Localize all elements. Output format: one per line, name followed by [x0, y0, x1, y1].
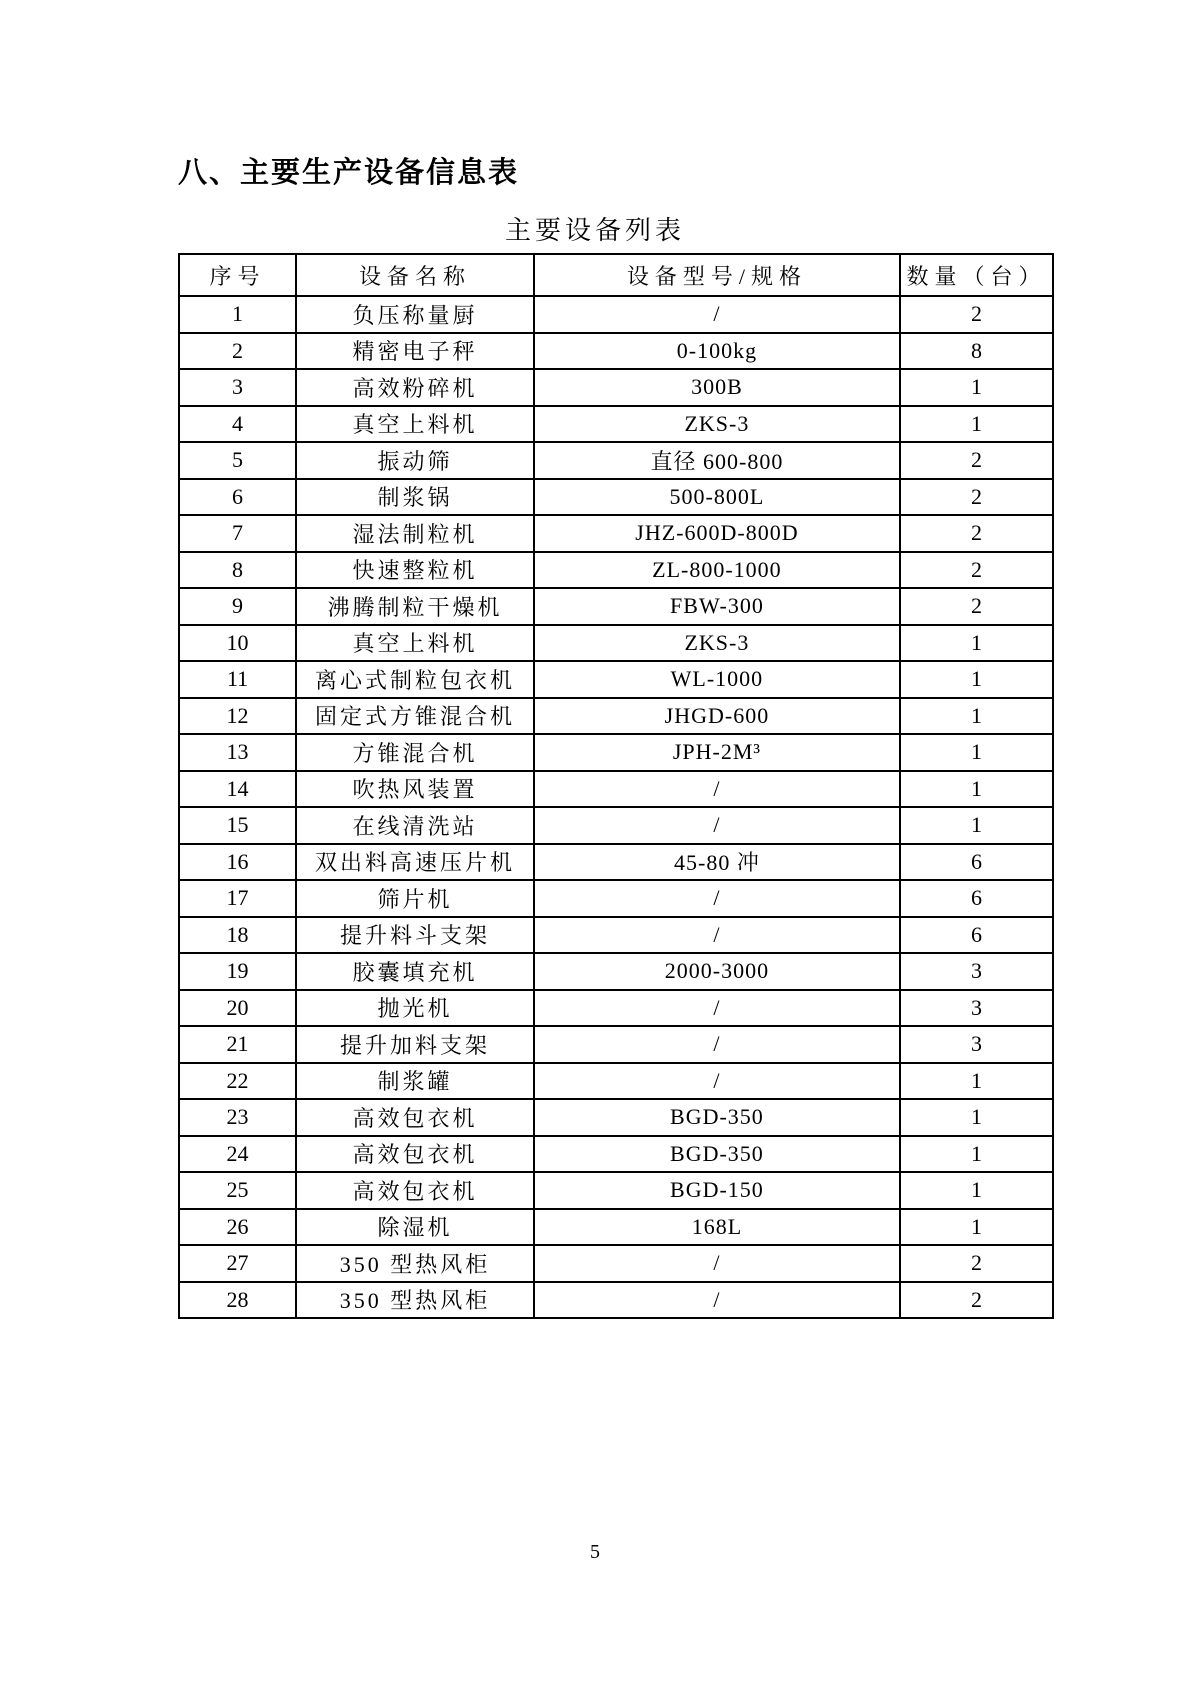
table-row [179, 661, 1053, 698]
cell-model: 0-100kg [534, 333, 900, 370]
cell-quantity: 2 [900, 515, 1053, 552]
cell-name: 制浆锅 [296, 479, 534, 516]
cell-name: 制浆罐 [296, 1063, 534, 1100]
cell-quantity: 1 [900, 1063, 1053, 1100]
equipment-table [178, 253, 1054, 1319]
table-row [179, 953, 1053, 990]
cell-index: 12 [179, 698, 296, 735]
cell-quantity: 1 [900, 661, 1053, 698]
equipment-table-header [179, 254, 1053, 296]
cell-quantity: 2 [900, 296, 1053, 333]
cell-index: 15 [179, 807, 296, 844]
cell-model: 300B [534, 369, 900, 406]
page-number: 5 [590, 1541, 600, 1563]
cell-model: 500-800L [534, 479, 900, 516]
cell-name: 高效粉碎机 [296, 369, 534, 406]
column-header-quantity: 数量（台） [900, 254, 1053, 296]
cell-quantity: 1 [900, 625, 1053, 662]
cell-model: BGD-350 [534, 1136, 900, 1173]
cell-name: 精密电子秤 [296, 333, 534, 370]
table-row [179, 296, 1053, 333]
cell-name: 高效包衣机 [296, 1099, 534, 1136]
cell-quantity: 1 [900, 1172, 1053, 1209]
cell-model: / [534, 1245, 900, 1282]
cell-name: 固定式方锥混合机 [296, 698, 534, 735]
table-row [179, 369, 1053, 406]
cell-index: 28 [179, 1282, 296, 1319]
table-row [179, 698, 1053, 735]
table-row [179, 515, 1053, 552]
table-row [179, 406, 1053, 443]
table-row [179, 552, 1053, 589]
cell-quantity: 1 [900, 1136, 1053, 1173]
cell-quantity: 1 [900, 807, 1053, 844]
cell-model: JHGD-600 [534, 698, 900, 735]
cell-index: 8 [179, 552, 296, 589]
cell-model: / [534, 1063, 900, 1100]
table-row [179, 1245, 1053, 1282]
table-row [179, 1099, 1053, 1136]
section-heading: 八、主要生产设备信息表 [178, 157, 520, 189]
table-row [179, 917, 1053, 954]
cell-name: 高效包衣机 [296, 1136, 534, 1173]
cell-index: 2 [179, 333, 296, 370]
table-row [179, 734, 1053, 771]
cell-model: FBW-300 [534, 588, 900, 625]
cell-index: 4 [179, 406, 296, 443]
cell-model: 直径 600-800 [534, 442, 900, 479]
cell-model: ZKS-3 [534, 406, 900, 443]
cell-quantity: 1 [900, 1099, 1053, 1136]
table-row [179, 479, 1053, 516]
table-row [179, 1026, 1053, 1063]
cell-index: 25 [179, 1172, 296, 1209]
cell-index: 20 [179, 990, 296, 1027]
table-row [179, 990, 1053, 1027]
cell-name: 振动筛 [296, 442, 534, 479]
cell-quantity: 8 [900, 333, 1053, 370]
cell-quantity: 2 [900, 1282, 1053, 1319]
cell-name: 沸腾制粒干燥机 [296, 588, 534, 625]
table-row [179, 771, 1053, 808]
cell-index: 9 [179, 588, 296, 625]
cell-quantity: 2 [900, 588, 1053, 625]
cell-name: 快速整粒机 [296, 552, 534, 589]
cell-name: 方锥混合机 [296, 734, 534, 771]
cell-model: / [534, 807, 900, 844]
cell-quantity: 1 [900, 369, 1053, 406]
cell-model: / [534, 1282, 900, 1319]
cell-index: 7 [179, 515, 296, 552]
column-header-name: 设备名称 [296, 254, 534, 296]
cell-index: 10 [179, 625, 296, 662]
cell-index: 22 [179, 1063, 296, 1100]
table-title: 主要设备列表 [504, 216, 685, 245]
cell-model: / [534, 990, 900, 1027]
cell-quantity: 2 [900, 479, 1053, 516]
table-row [179, 807, 1053, 844]
cell-model: / [534, 771, 900, 808]
cell-name: 湿法制粒机 [296, 515, 534, 552]
cell-index: 14 [179, 771, 296, 808]
cell-name: 在线清洗站 [296, 807, 534, 844]
cell-name: 胶囊填充机 [296, 953, 534, 990]
cell-model: JPH-2M³ [534, 734, 900, 771]
cell-name: 提升料斗支架 [296, 917, 534, 954]
cell-index: 1 [179, 296, 296, 333]
cell-name: 真空上料机 [296, 406, 534, 443]
cell-model: 2000-3000 [534, 953, 900, 990]
column-header-index: 序号 [179, 254, 296, 296]
cell-quantity: 1 [900, 1209, 1053, 1246]
cell-model: WL-1000 [534, 661, 900, 698]
cell-name: 吹热风装置 [296, 771, 534, 808]
cell-name: 除湿机 [296, 1209, 534, 1246]
cell-index: 27 [179, 1245, 296, 1282]
cell-model: / [534, 296, 900, 333]
cell-index: 11 [179, 661, 296, 698]
cell-index: 16 [179, 844, 296, 881]
table-row [179, 333, 1053, 370]
cell-model: ZL-800-1000 [534, 552, 900, 589]
cell-name: 350 型热风柜 [296, 1245, 534, 1282]
cell-quantity: 6 [900, 917, 1053, 954]
cell-index: 26 [179, 1209, 296, 1246]
cell-index: 19 [179, 953, 296, 990]
table-row [179, 625, 1053, 662]
cell-model: JHZ-600D-800D [534, 515, 900, 552]
cell-index: 5 [179, 442, 296, 479]
cell-quantity: 2 [900, 1245, 1053, 1282]
cell-index: 18 [179, 917, 296, 954]
cell-name: 抛光机 [296, 990, 534, 1027]
cell-name: 离心式制粒包衣机 [296, 661, 534, 698]
cell-model: / [534, 1026, 900, 1063]
cell-quantity: 1 [900, 406, 1053, 443]
cell-name: 高效包衣机 [296, 1172, 534, 1209]
column-header-model: 设备型号/规格 [534, 254, 900, 296]
table-row [179, 588, 1053, 625]
cell-name: 筛片机 [296, 880, 534, 917]
table-row [179, 1209, 1053, 1246]
table-row [179, 1063, 1053, 1100]
cell-quantity: 1 [900, 771, 1053, 808]
table-row [179, 844, 1053, 881]
cell-model: 45-80 冲 [534, 844, 900, 881]
cell-quantity: 2 [900, 552, 1053, 589]
cell-name: 提升加料支架 [296, 1026, 534, 1063]
cell-model: BGD-150 [534, 1172, 900, 1209]
equipment-table-body [179, 296, 1053, 1318]
cell-quantity: 6 [900, 880, 1053, 917]
cell-index: 23 [179, 1099, 296, 1136]
header-row [179, 254, 1053, 296]
cell-model: / [534, 880, 900, 917]
cell-model: ZKS-3 [534, 625, 900, 662]
table-row [179, 1172, 1053, 1209]
table-row [179, 1136, 1053, 1173]
cell-name: 350 型热风柜 [296, 1282, 534, 1319]
cell-quantity: 1 [900, 698, 1053, 735]
cell-quantity: 2 [900, 442, 1053, 479]
cell-index: 3 [179, 369, 296, 406]
cell-name: 双出料高速压片机 [296, 844, 534, 881]
cell-quantity: 1 [900, 734, 1053, 771]
cell-quantity: 3 [900, 1026, 1053, 1063]
table-row [179, 1282, 1053, 1319]
cell-model: 168L [534, 1209, 900, 1246]
cell-quantity: 6 [900, 844, 1053, 881]
cell-model: BGD-350 [534, 1099, 900, 1136]
table-row [179, 880, 1053, 917]
cell-name: 负压称量厨 [296, 296, 534, 333]
cell-quantity: 3 [900, 953, 1053, 990]
cell-index: 21 [179, 1026, 296, 1063]
cell-model: / [534, 917, 900, 954]
cell-quantity: 3 [900, 990, 1053, 1027]
cell-index: 17 [179, 880, 296, 917]
table-row [179, 442, 1053, 479]
cell-name: 真空上料机 [296, 625, 534, 662]
cell-index: 13 [179, 734, 296, 771]
cell-index: 6 [179, 479, 296, 516]
cell-index: 24 [179, 1136, 296, 1173]
